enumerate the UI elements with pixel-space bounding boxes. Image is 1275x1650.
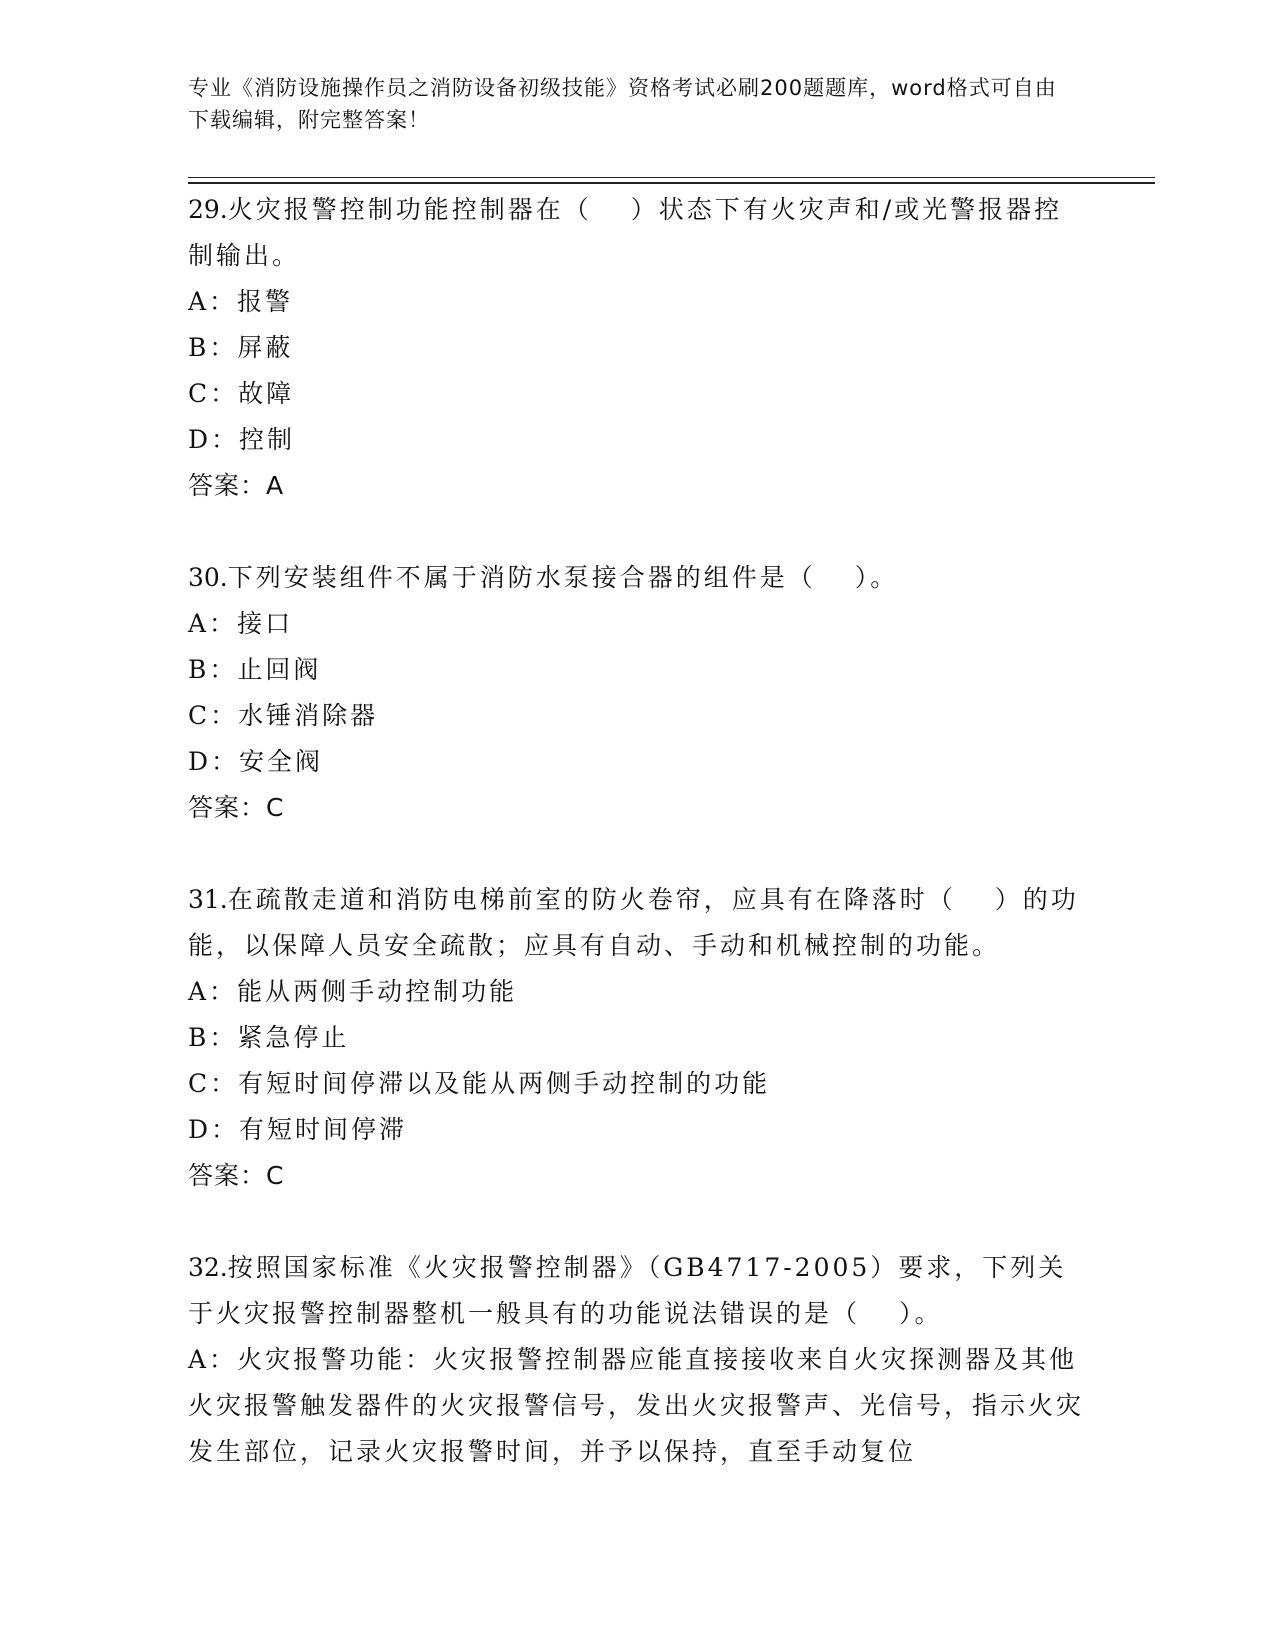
option-b	[188, 325, 1088, 371]
option-b	[188, 647, 1088, 693]
option-text: 有短时间停滞以及能从两侧手动控制的功能	[238, 1069, 771, 1098]
option-b	[188, 1015, 1088, 1061]
answer-value: A	[266, 471, 285, 500]
answer-line	[188, 1153, 1088, 1199]
option-a	[188, 601, 1088, 647]
answer-label: 答案：	[188, 1161, 267, 1190]
option-label: A：	[188, 977, 238, 1006]
option-text: 能从两侧手动控制功能	[237, 977, 518, 1006]
option-text: 报警	[237, 287, 294, 316]
answer-line	[188, 785, 1088, 831]
option-a	[188, 279, 1088, 325]
option-d	[188, 739, 1088, 785]
answer-value: C	[266, 793, 285, 822]
question-30	[188, 555, 1088, 831]
question-stem	[188, 187, 1088, 279]
question-31	[188, 877, 1088, 1199]
question-stem	[188, 555, 1088, 601]
answer-line	[188, 463, 1088, 509]
option-text: 接口	[237, 609, 294, 638]
option-label: B：	[188, 1023, 238, 1052]
option-label: C：	[188, 701, 239, 730]
option-label: D：	[188, 425, 240, 454]
option-c	[188, 371, 1088, 417]
option-text: 水锤消除器	[238, 701, 379, 730]
option-text: 火灾报警功能：火灾报警控制器应能直接接收来自火灾探测器及其他火灾报警触发器件的火灾报警信号，发出火灾报警声、光信号，指示火灾发生部位，记录火灾报警时间，并予以保持，直至手动复位	[188, 1345, 1085, 1466]
option-text: 止回阀	[237, 655, 322, 684]
question-text: 火灾报警控制功能控制器在（ ）状态下有火灾声和/或光警报器控制输出。	[188, 195, 1063, 270]
header-divider-thin	[188, 177, 1155, 178]
option-label: A：	[188, 1345, 238, 1374]
option-d	[188, 417, 1088, 463]
option-text: 安全阀	[239, 747, 324, 776]
option-text: 故障	[238, 379, 295, 408]
option-label: A：	[188, 609, 238, 638]
question-32	[188, 1245, 1088, 1475]
option-text: 紧急停止	[237, 1023, 350, 1052]
answer-value: C	[266, 1161, 285, 1190]
option-text: 控制	[239, 425, 296, 454]
option-label: B：	[188, 655, 238, 684]
question-text: 下列安装组件不属于消防水泵接合器的组件是（ ）。	[227, 563, 899, 592]
question-number: 30.	[188, 563, 228, 592]
question-text: 在疏散走道和消防电梯前室的防火卷帘，应具有在降落时（ ）的功能，以保障人员安全疏散；应具有自动、手动和机械控制的功能。	[188, 885, 1079, 960]
question-stem	[188, 1245, 1088, 1337]
option-label: C：	[188, 1069, 239, 1098]
question-stem	[188, 877, 1088, 969]
header-divider-thick	[188, 182, 1155, 184]
option-label: C：	[188, 379, 239, 408]
question-number: 32.	[188, 1253, 228, 1282]
question-number: 31.	[188, 885, 228, 914]
document-header: 专业《消防设施操作员之消防设备初级技能》资格考试必刷200题题库，word格式可自由下载编辑，附完整答案！	[188, 76, 1057, 132]
answer-label: 答案：	[188, 471, 267, 500]
option-d	[188, 1107, 1088, 1153]
option-c	[188, 693, 1088, 739]
answer-label: 答案：	[188, 793, 267, 822]
option-text: 屏蔽	[237, 333, 294, 362]
option-a	[188, 1337, 1088, 1475]
option-label: D：	[188, 1115, 240, 1144]
question-list	[188, 187, 1088, 1475]
option-label: D：	[188, 747, 240, 776]
question-number: 29.	[188, 195, 228, 224]
option-label: A：	[188, 287, 238, 316]
option-c	[188, 1061, 1088, 1107]
question-text: 按照国家标准《火灾报警控制器》（GB4717-2005）要求，下列关于火灾报警控制器整机一般具有的功能说法错误的是（ ）。	[188, 1253, 1067, 1328]
option-a	[188, 969, 1088, 1015]
option-text: 有短时间停滞	[239, 1115, 408, 1144]
question-29	[188, 187, 1088, 509]
option-label: B：	[188, 333, 238, 362]
